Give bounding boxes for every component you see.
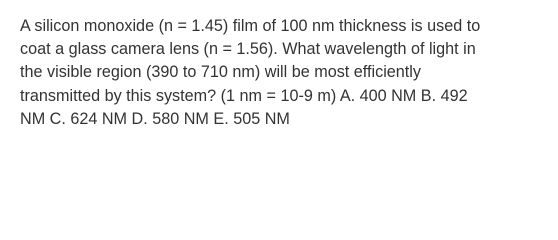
question-line: transmitted by this system? (1 nm = 10-9 m) A. 400 NM B. 492 <box>20 86 468 105</box>
question-line: NM C. 624 NM D. 580 NM E. 505 NM <box>20 109 290 128</box>
question-line: the visible region (390 to 710 nm) will be most efficiently <box>20 63 421 82</box>
question-text <box>20 15 546 131</box>
question-line: coat a glass camera lens (n = 1.56). What wavelength of light in <box>20 40 476 59</box>
question-line: A silicon monoxide (n = 1.45) film of 100 nm thickness is used to <box>20 17 481 35</box>
